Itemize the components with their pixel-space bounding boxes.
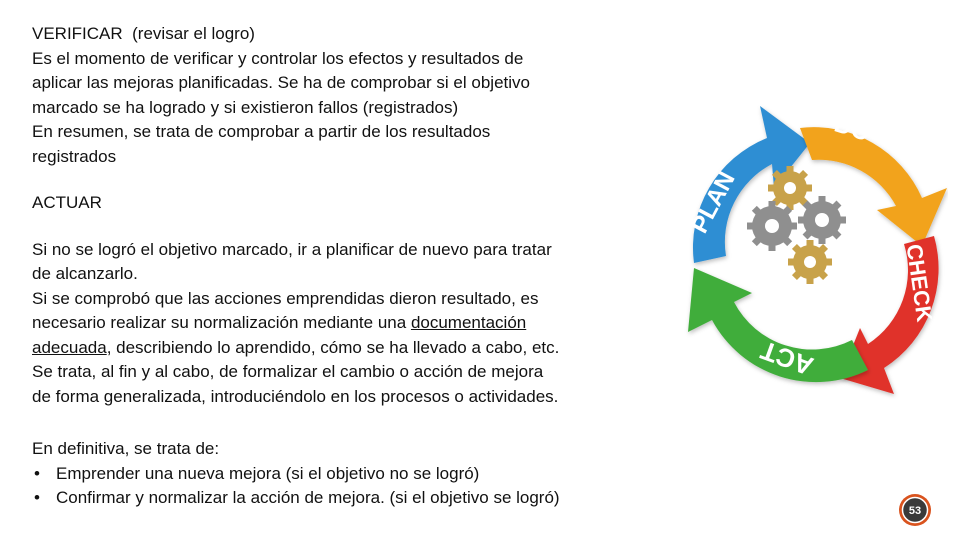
gear-tooth — [769, 243, 776, 251]
actuar-line-text: necesario realizar su normalización mediante una — [32, 313, 411, 332]
gear-tooth — [798, 217, 806, 224]
gear-tooth — [788, 259, 796, 266]
actuar-line: Si se comprobó que las acciones emprendidas dieron resultado, es — [32, 288, 539, 308]
verificar-line: En resumen, se trata de comprobar a partir de los resultados — [32, 122, 491, 141]
documentacion-underlined: documentación — [410, 313, 527, 332]
actuar-line — [32, 311, 657, 336]
actuar-line-text: , describiendo lo aprendido, cómo se ha llevado a cabo, etc. — [106, 337, 560, 357]
gear-icon — [798, 196, 846, 244]
list-item — [32, 486, 657, 511]
act-label: ACT — [756, 335, 818, 382]
gear-tooth — [747, 223, 755, 230]
verificar-line: registrados — [32, 146, 117, 166]
gear-icon — [788, 240, 832, 284]
slide-text — [32, 22, 657, 511]
gear-tooth — [769, 201, 776, 209]
actuar-title: ACTUAR — [32, 193, 102, 212]
gear-tooth — [787, 166, 794, 174]
actuar-line: Si no se logró el objetivo marcado, ir a planificar de nuevo para tratar — [32, 239, 552, 259]
actuar-line: Se trata, al fin y al cabo, de formalizar el cambio o acción de mejora — [32, 362, 544, 381]
plan-label: PLAN — [686, 167, 741, 238]
adecuada-underlined: adecuada — [32, 337, 107, 357]
bullet-icon: • — [34, 488, 40, 507]
check-label: CHECK — [901, 242, 938, 324]
verificar-heading — [32, 22, 657, 47]
conclusion-intro: En definitiva, se trata de: — [32, 439, 220, 458]
page-number: 53 — [908, 505, 922, 517]
gear-tooth — [804, 185, 812, 192]
gear-tooth — [807, 240, 814, 248]
gear-tooth — [824, 259, 832, 266]
verificar-title: VERIFICAR — [32, 24, 123, 43]
list-item-text: Emprender una nueva mejora (si el objetivo no se logró) — [56, 463, 480, 483]
conclusion-list — [32, 462, 657, 511]
verificar-line: aplicar las mejoras planificadas. Se ha de comprobar si el objetivo — [32, 73, 530, 92]
pdca-cycle-diagram — [672, 88, 948, 418]
list-item-text: Confirmar y normalizar la acción de mejora. (si el objetivo se logró) — [56, 488, 560, 507]
do-label: DO — [831, 110, 874, 148]
actuar-line: de alcanzarlo. — [32, 264, 138, 283]
gear-tooth — [789, 223, 797, 230]
actuar-line: de forma generalizada, introduciéndolo en los procesos o actividades. — [32, 386, 559, 406]
gear-tooth — [807, 276, 814, 284]
page-number-badge — [898, 493, 932, 527]
gear-tooth — [838, 217, 846, 224]
list-item — [32, 462, 657, 487]
gear-tooth — [819, 236, 826, 244]
gear-tooth — [819, 196, 826, 204]
actuar-line — [32, 336, 657, 361]
gear-icon — [747, 201, 797, 251]
verificar-line: Es el momento de verificar y controlar los efectos y resultados de — [32, 48, 524, 68]
gear-tooth — [768, 185, 776, 192]
bullet-icon: • — [34, 463, 40, 483]
verificar-subtitle: (revisar el logro) — [132, 24, 255, 43]
verificar-line: marcado se ha logrado y si existieron fallos (registrados) — [32, 97, 459, 117]
